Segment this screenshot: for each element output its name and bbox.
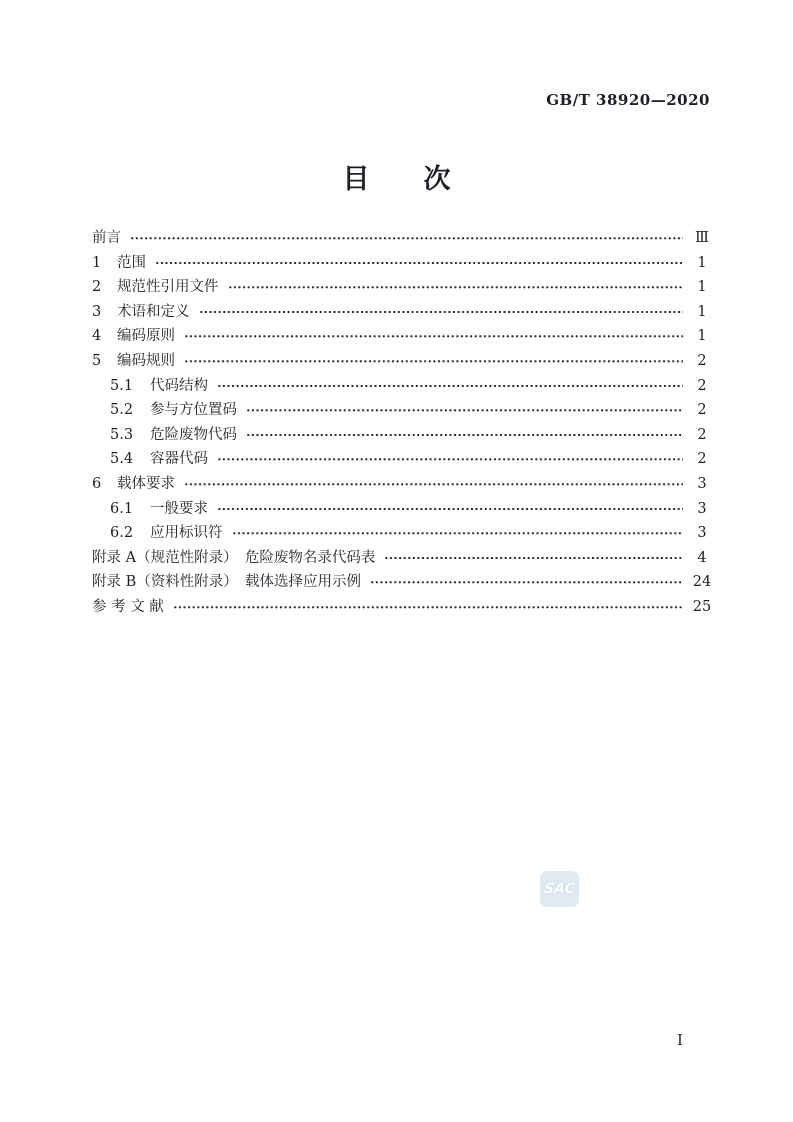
toc-entry-label: 载体要求 (117, 475, 175, 492)
toc-entry (92, 570, 714, 595)
toc-entry (92, 423, 714, 448)
toc-entry-label: 规范性引用文件 (117, 279, 219, 296)
dot-leader (217, 374, 683, 399)
toc-entry-label: 容器代码 (150, 451, 208, 468)
dot-leader (228, 275, 684, 300)
toc-entry-label: 代码结构 (150, 377, 208, 394)
toc-entry-number: 6 (92, 475, 102, 492)
toc-entry (92, 374, 714, 399)
toc-entry-label: 附录 B（资料性附录） 载体选择应用示例 (92, 574, 362, 591)
toc-entry (92, 595, 714, 620)
dot-leader (199, 300, 684, 325)
toc-entry-label: 应用标识符 (150, 525, 223, 542)
sac-watermark-text: SAC (543, 881, 576, 897)
toc-entry (92, 497, 714, 522)
toc-entry (92, 349, 714, 374)
toc-entry-page: 25 (692, 598, 712, 615)
dot-leader (173, 595, 683, 620)
toc-entry-label: 一般要求 (150, 500, 208, 517)
toc-entry-number: 4 (92, 328, 102, 345)
toc-entry-number: 5.2 (110, 402, 134, 419)
toc-entry-page: 24 (692, 574, 712, 591)
toc-entry (92, 251, 714, 276)
toc-entry-page: 2 (697, 352, 707, 369)
page-title: 目 次 (342, 164, 451, 195)
toc-entry-page: 2 (697, 377, 707, 394)
toc-entry-page: 1 (697, 254, 707, 271)
footer-page-number: Ⅰ (677, 1031, 683, 1049)
dot-leader (130, 226, 683, 251)
toc-entry-label: 危险废物代码 (150, 426, 237, 443)
dot-leader (184, 324, 683, 349)
toc-entry (92, 275, 714, 300)
toc-entry-label: 编码原则 (117, 328, 175, 345)
toc-entry (92, 447, 714, 472)
dot-leader (232, 521, 684, 546)
toc-entry-page: 3 (697, 525, 707, 542)
toc-entry (92, 300, 714, 325)
toc-entry (92, 398, 714, 423)
toc-entry-number: 1 (92, 254, 102, 271)
dot-leader (217, 447, 683, 472)
toc-entry-number: 5.3 (110, 426, 134, 443)
toc-entry-page: 1 (697, 328, 707, 345)
toc-entry-label: 编码规则 (117, 352, 175, 369)
toc-entry-page: Ⅲ (695, 230, 709, 246)
toc-entry (92, 546, 714, 571)
toc-entry-label: 范围 (117, 254, 146, 271)
toc-entry-number: 3 (92, 303, 102, 320)
standard-number: GB/T 38920—2020 (546, 91, 710, 109)
toc-entry-number: 5.1 (110, 377, 134, 394)
toc-entry-label: 术语和定义 (117, 303, 190, 320)
dot-leader (246, 423, 683, 448)
dot-leader (384, 546, 683, 571)
dot-leader (246, 398, 683, 423)
toc-entry (92, 324, 714, 349)
toc-entry-page: 1 (697, 279, 707, 296)
toc-entry (92, 472, 714, 497)
toc-entry-page: 3 (697, 500, 707, 517)
toc-entry-page: 2 (697, 402, 707, 419)
dot-leader (370, 570, 683, 595)
dot-leader (184, 349, 683, 374)
toc-entry-label: 参与方位置码 (150, 402, 237, 419)
toc-entry (92, 226, 714, 251)
toc-entry-page: 2 (697, 451, 707, 468)
toc-entry-label: 附录 A（规范性附录） 危险废物名录代码表 (92, 549, 376, 566)
toc-entry-page: 2 (697, 426, 707, 443)
dot-leader (217, 497, 683, 522)
dot-leader (155, 251, 683, 276)
sac-watermark-logo (540, 871, 579, 907)
toc-entry-number: 6.1 (110, 500, 134, 517)
dot-leader (184, 472, 683, 497)
toc-entry-number: 2 (92, 279, 102, 296)
toc-entry-number: 6.2 (110, 525, 134, 542)
toc-entry-number: 5.4 (110, 451, 134, 468)
toc-entry-page: 4 (697, 549, 707, 566)
toc-entry-page: 3 (697, 475, 707, 492)
table-of-contents (92, 226, 714, 620)
toc-entry (92, 521, 714, 546)
toc-entry-page: 1 (697, 303, 707, 320)
toc-entry-label: 参 考 文 献 (92, 598, 164, 615)
toc-entry-label: 前言 (92, 230, 121, 246)
toc-entry-number: 5 (92, 352, 102, 369)
